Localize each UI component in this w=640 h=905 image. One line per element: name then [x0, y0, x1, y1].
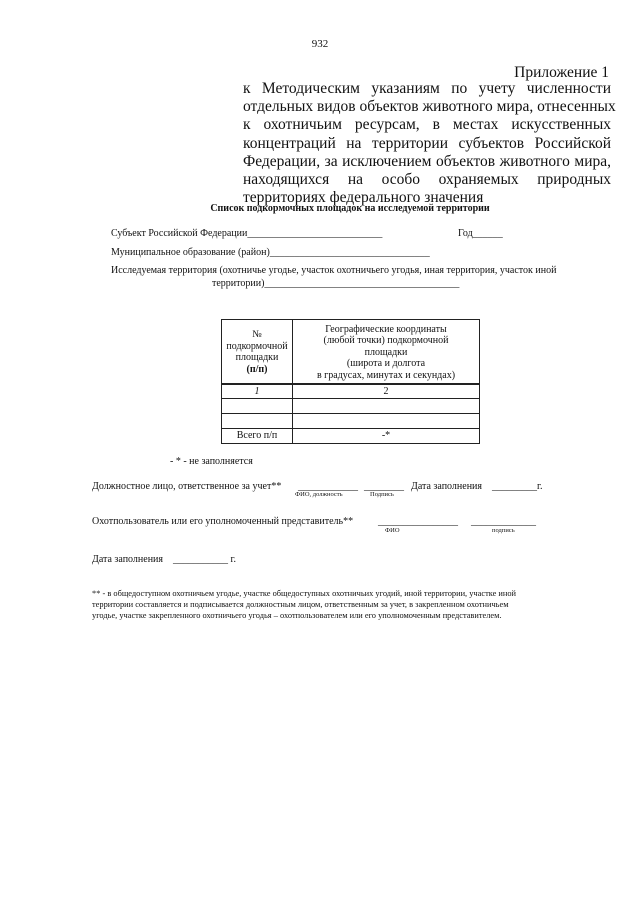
- fill-date-blank: ___________ г.: [173, 554, 236, 565]
- footnote-line: ** - в общедоступном охотничьем угодье, участке общедоступных охотничьих угодий, иной территории, участке иной: [92, 589, 517, 598]
- footnote-line: угодье, участке закрепленного охотничьего угодья – охотпользователем или его уполномоченным представителем.: [92, 611, 502, 620]
- footnote-line: территории составляется и подписывается должностным лицом, ответственным за учет, в закрепленном охотничьем: [92, 600, 509, 609]
- fill-date-label: Дата заполнения: [92, 554, 163, 565]
- official-date-label: Дата заполнения: [411, 481, 482, 492]
- table-cell: 1: [222, 384, 293, 399]
- table-cell: [222, 414, 293, 429]
- hunter-label: Охотпользователь или его уполномоченный представитель**: [92, 516, 354, 527]
- hunter-sign-caption: подпись: [492, 527, 515, 534]
- feeding-areas-table: [221, 319, 480, 444]
- official-date-blank: _________г.: [492, 481, 543, 492]
- official-sign-caption: Подпись: [370, 491, 394, 498]
- appendix-reference: [243, 80, 616, 207]
- total-row: [222, 429, 480, 444]
- table-row: [222, 414, 480, 429]
- column-number-row: [222, 384, 480, 399]
- appendix-title: Приложение 1: [514, 64, 609, 81]
- table-header-row: [222, 320, 480, 384]
- official-sign-blank: ________: [364, 481, 404, 492]
- appendix-line: к охотничьим ресурсам, в местах искусственных: [243, 116, 611, 134]
- table-cell: [222, 399, 293, 414]
- territory-field-line2: территории)_______________________________________: [212, 278, 460, 289]
- official-name-blank: ____________: [298, 481, 358, 492]
- appendix-line: находящихся на особо охраняемых природных: [243, 171, 611, 189]
- year-field: Год______: [458, 228, 503, 239]
- territory-field-line1: Исследуемая территория (охотничье угодье, участок охотничьего угодья, иная территория, участок иной: [111, 265, 557, 276]
- appendix-line: концентраций на территории субъектов Российской: [243, 134, 611, 152]
- subject-field: Субъект Российской Федерации___________________________: [111, 228, 383, 239]
- table-cell: [293, 414, 480, 429]
- footnote: [92, 588, 570, 621]
- list-title: Список подкормочных площадок на исследуемой территории: [210, 203, 490, 214]
- page-number: 932: [311, 38, 329, 50]
- total-value: -*: [293, 429, 480, 444]
- municipality-field: Муниципальное образование (район)________________________________: [111, 247, 430, 258]
- table-cell: [293, 399, 480, 414]
- official-fio-caption: ФИО, должность: [295, 491, 343, 498]
- table-row: [222, 399, 480, 414]
- official-label: Должностное лицо, ответственное за учет**: [92, 481, 282, 492]
- table-cell: 2: [293, 384, 480, 399]
- appendix-line: территориях федерального значения: [243, 189, 484, 207]
- hunter-fio-caption: ФИО: [385, 527, 400, 534]
- hunter-sign-blank: _____________: [471, 516, 536, 527]
- hunter-name-blank: ________________: [378, 516, 458, 527]
- not-filled-note: - * - не заполняется: [170, 456, 253, 467]
- appendix-line: Федерации, за исключением объектов животного мира,: [243, 152, 611, 170]
- total-label: Всего п/п: [222, 429, 293, 444]
- header-number: № подкормочной площадки (п/п): [222, 320, 293, 384]
- header-coordinates: Географические координаты (любой точки) подкормочной площадки (широта и долгота в градусах, минутах и секундах): [293, 320, 480, 384]
- appendix-line: отдельных видов объектов животного мира, отнесенных: [243, 98, 616, 116]
- appendix-line: к Методическим указаниям по учету численности: [243, 80, 611, 97]
